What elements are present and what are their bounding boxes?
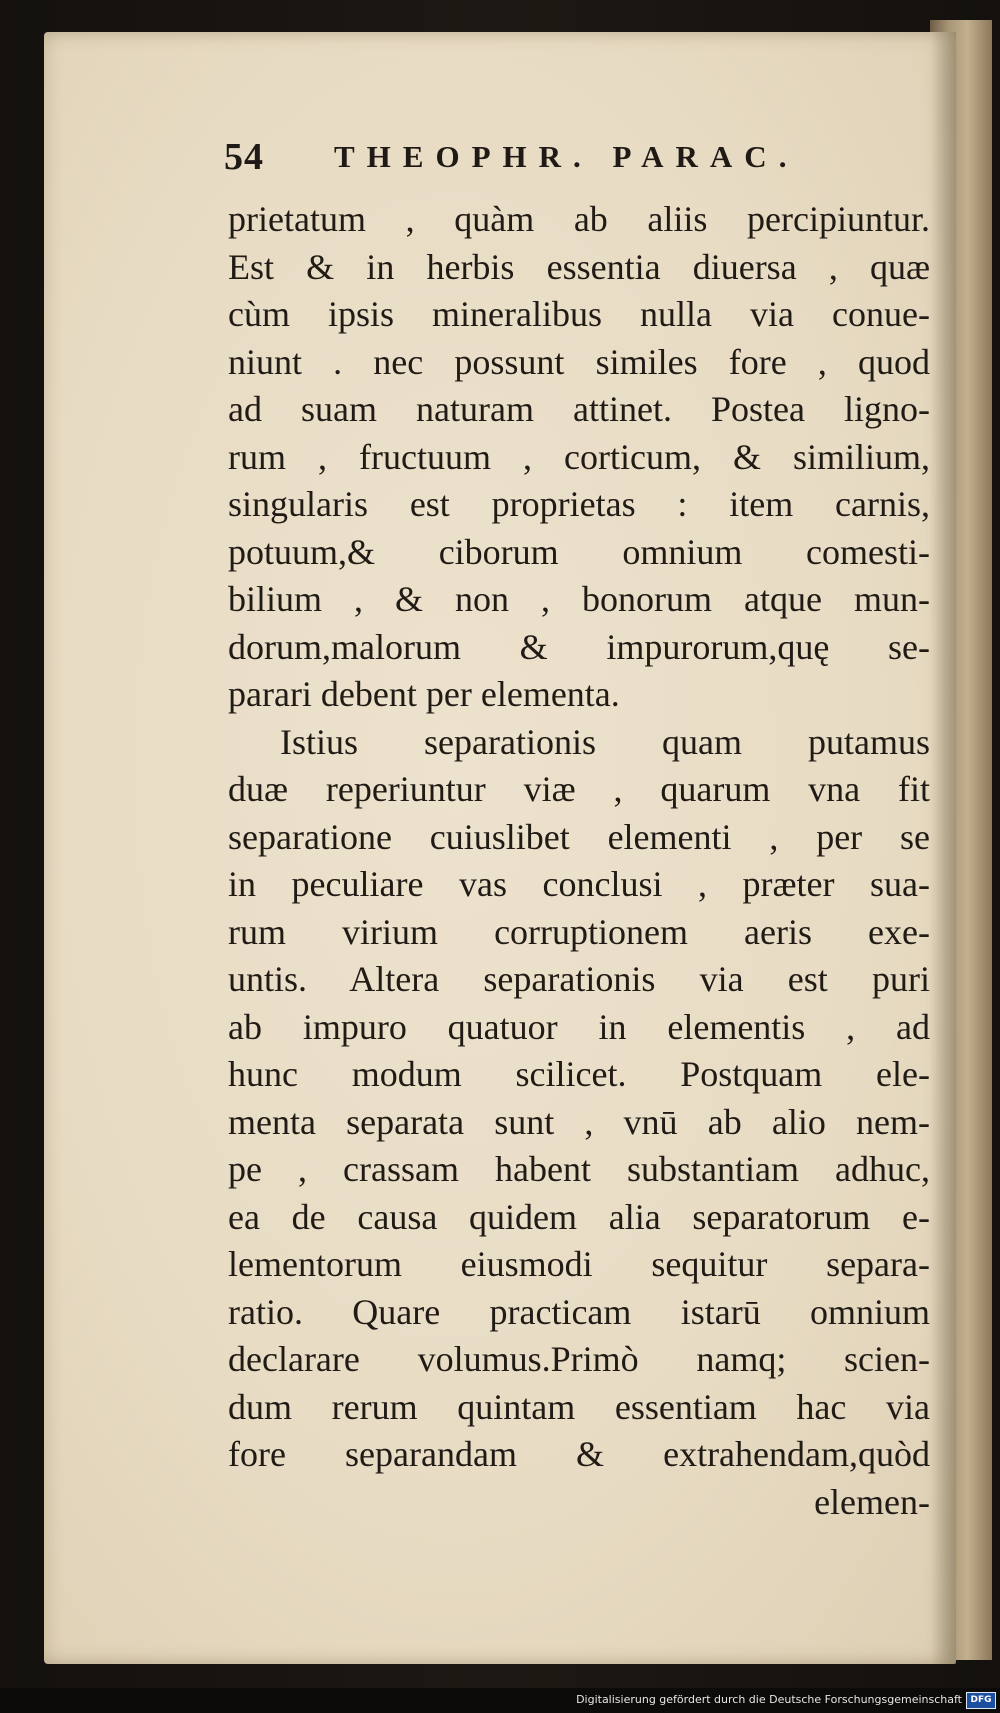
text-line: ratio. Quare practicam istarū omnium	[228, 1291, 930, 1332]
page-header	[224, 135, 864, 185]
text-line: rum virium corruptionem aeris exe-	[228, 911, 930, 952]
text-line: bilium , & non , bonorum atque mun-	[228, 579, 930, 619]
funding-credit: Digitalisierung gefördert durch die Deutsche Forschungsgemeinschaft	[576, 1693, 962, 1706]
text-line: lementorum eiusmodi sequitur separa-	[228, 1244, 930, 1284]
text-line: cùm ipsis mineralibus nulla via conue-	[228, 294, 930, 334]
text-line: ad suam naturam attinet. Postea ligno-	[228, 389, 930, 429]
text-line: pe , crassam habent substantiam adhuc,	[228, 1149, 930, 1189]
text-line: declarare volumus.Primò namq; scien-	[228, 1339, 930, 1379]
page-number: 54	[224, 136, 264, 178]
text-line: duæ reperiuntur viæ , quarum vna fit	[228, 769, 930, 809]
text-line: niunt . nec possunt similes fore , quod	[228, 341, 930, 382]
text-line: Istius separationis quam putamus	[280, 721, 930, 762]
dfg-logo-icon: DFG	[966, 1692, 996, 1709]
body-text	[228, 196, 930, 1526]
text-line: ab impuro quatuor in elementis , ad	[228, 1006, 930, 1047]
text-line: potuum,& ciborum omnium comesti-	[228, 531, 930, 572]
text-line: parari debent per elementa.	[228, 674, 620, 714]
text-line: fore separandam & extrahendam,quòd	[228, 1434, 930, 1474]
text-line: dum rerum quintam essentiam hac via	[228, 1386, 930, 1427]
catchword: elemen-	[814, 1481, 930, 1522]
text-line: separatione cuiuslibet elementi , per se	[228, 816, 930, 857]
text-line: hunc modum scilicet. Postquam ele-	[228, 1054, 930, 1094]
footer-bar	[0, 1688, 1000, 1713]
text-line: dorum,malorum & impurorum,quę se-	[228, 626, 930, 667]
text-line: in peculiare vas conclusi , præter sua-	[228, 864, 930, 904]
text-line: ea de causa quidem alia separatorum e-	[228, 1196, 930, 1237]
text-line: singularis est proprietas : item carnis,	[228, 484, 930, 524]
text-line: Est & in herbis essentia diuersa , quæ	[228, 246, 930, 287]
text-line: untis. Altera separationis via est puri	[228, 959, 930, 999]
text-line: prietatum , quàm ab aliis percipiuntur.	[228, 199, 930, 239]
running-head: THEOPHR. PARAC.	[334, 139, 799, 174]
text-line: rum , fructuum , corticum, & similium,	[228, 436, 930, 477]
text-line: menta separata sunt , vnū ab alio nem-	[228, 1101, 930, 1142]
